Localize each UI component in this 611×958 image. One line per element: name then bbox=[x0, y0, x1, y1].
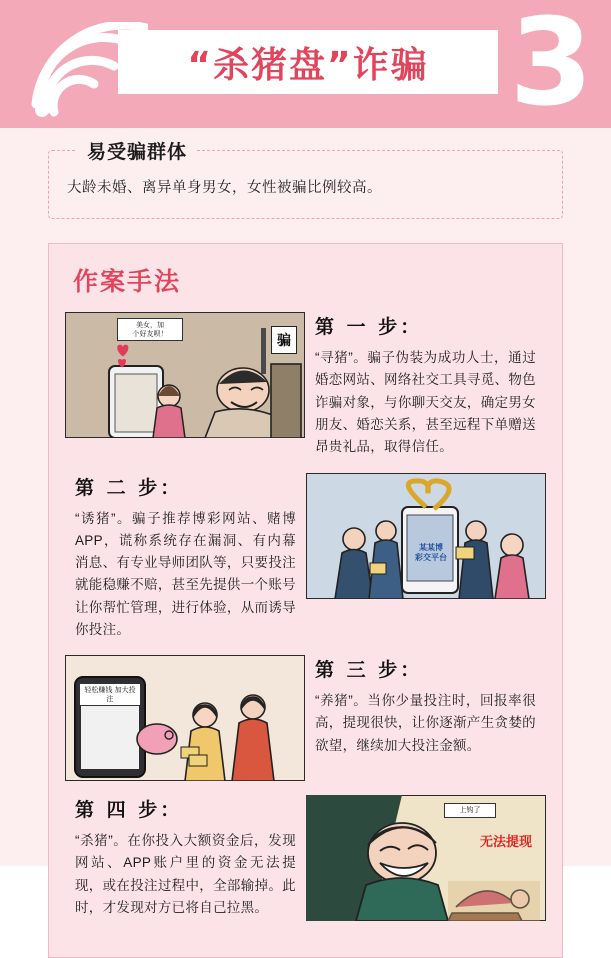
illustration-step-2-screen-label bbox=[410, 543, 452, 564]
illustration-step-4-warning: 无法提现 bbox=[479, 835, 532, 851]
method-section bbox=[48, 243, 563, 958]
victim-group-title: 易受骗群体 bbox=[77, 137, 197, 164]
step-2-copy bbox=[65, 473, 306, 642]
step-1-body: “寻猪”。骗子伪装为成功人士，通过婚恋网站、网络社交工具寻觅、物色诈骗对象，与你聊天交友，确定男女朋友、婚恋关系，甚至远程下单赠送昂贵礼品，取得信任。 bbox=[315, 350, 536, 455]
step-4-head: 第 四 步： bbox=[75, 799, 183, 822]
method-title: 作案手法 bbox=[73, 267, 182, 297]
step-2-head: 第 二 步： bbox=[75, 476, 183, 499]
poster-header bbox=[0, 0, 611, 128]
victim-group-section bbox=[48, 141, 563, 219]
illustration-step-3-screen-caption bbox=[79, 683, 141, 706]
illustration-step-1 bbox=[65, 312, 305, 438]
bubble-line-1: 美女，加 bbox=[136, 321, 164, 330]
step-1 bbox=[65, 312, 546, 458]
step-4-copy bbox=[65, 795, 306, 919]
illustration-step-2 bbox=[306, 473, 546, 599]
illustration-step-4-bubble: 上钩了 bbox=[444, 803, 496, 817]
step-1-copy bbox=[305, 312, 546, 458]
step-4-body: “杀猪”。在你投入大额资金后，发现网站、APP账户里的资金无法提现，或在投注过程中，全部输掉。此时，才发现对方已将自己拉黑。 bbox=[75, 833, 296, 915]
bubble-line-2: 个好友呗！ bbox=[132, 329, 168, 338]
screen-caption-1: 轻松赚钱 bbox=[84, 686, 113, 695]
screen-label-line-1: 某某博 bbox=[419, 542, 443, 552]
poster-title: “杀猪盘”诈骗 bbox=[187, 44, 429, 86]
step-2 bbox=[65, 473, 546, 642]
illustration-step-1-sign: 骗 bbox=[271, 326, 297, 354]
screen-caption-2: 加大投注 bbox=[106, 686, 136, 703]
illustration-step-3 bbox=[65, 655, 305, 781]
step-1-head: 第 一 步： bbox=[315, 316, 423, 339]
step-4 bbox=[65, 795, 546, 921]
illustration-step-1-bubble bbox=[117, 318, 183, 341]
step-3-head: 第 三 步： bbox=[315, 659, 423, 682]
step-3-copy bbox=[305, 655, 546, 757]
illustration-step-4 bbox=[306, 795, 546, 921]
poster-title-box bbox=[118, 30, 498, 94]
poster-number: 3 bbox=[509, 0, 589, 128]
screen-label-line-2: 彩交平台 bbox=[415, 552, 447, 562]
step-3 bbox=[65, 655, 546, 781]
victim-group-text: 大龄未婚、离异单身男女，女性被骗比例较高。 bbox=[67, 180, 382, 196]
step-3-body: “养猪”。当你少量投注时，回报率很高，提现很快，让你逐渐产生贪婪的欲望，继续加大投注金额。 bbox=[315, 693, 536, 753]
step-2-body: “诱猪”。骗子推荐博彩网站、赌博APP，谎称系统存在漏洞、有内幕消息、有专业导师团队等，只要投注就能稳赚不赔，甚至先提供一个账号让你帮忙管理，进行体验，从而诱导你投注。 bbox=[75, 510, 296, 637]
